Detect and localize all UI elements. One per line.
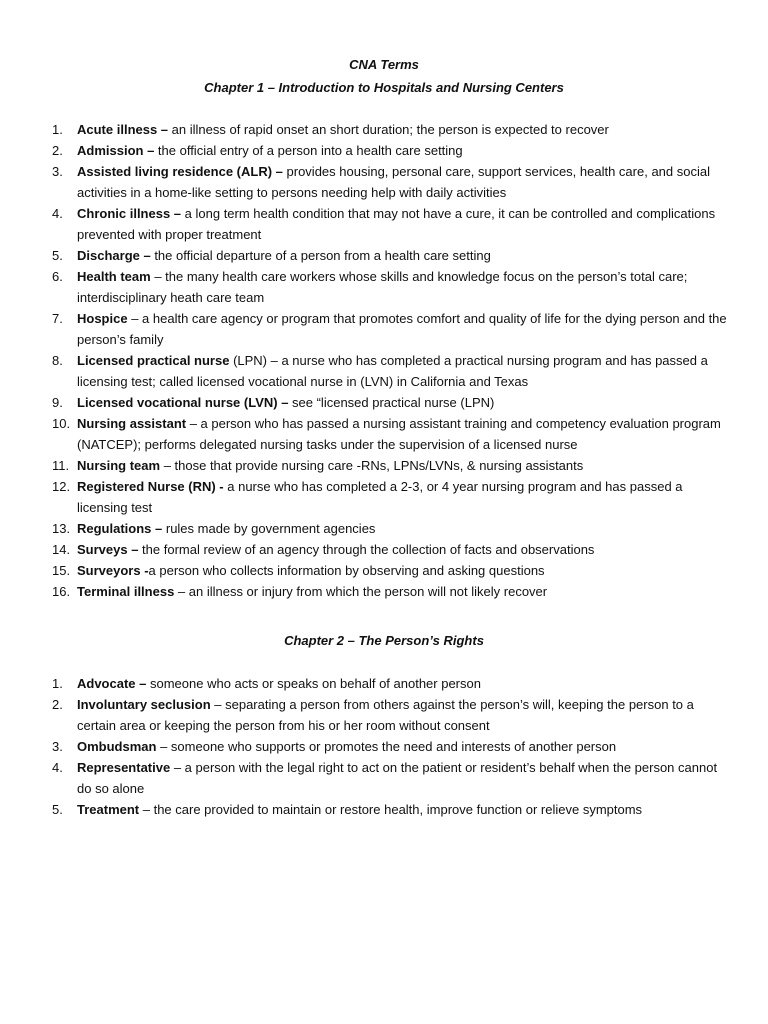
item-number: 6. [52, 269, 63, 284]
item-number: 8. [52, 353, 63, 368]
term: Nursing assistant [77, 416, 187, 431]
item-number: 13. [52, 521, 71, 536]
item-number: 7. [52, 311, 63, 326]
list-item [52, 560, 732, 581]
item-number: 3. [52, 739, 63, 754]
term: Nursing team [77, 458, 161, 473]
item-number: 15. [52, 563, 71, 578]
term: Terminal illness [77, 584, 175, 599]
term: Treatment [77, 802, 140, 817]
definition: – a person who has passed a nursing assistant training and competency evaluation program (NATCEP); performs delegated nursing tasks under the supervision of a licensed nurse [77, 416, 721, 452]
term: Chronic illness – [77, 206, 182, 221]
item-number: 1. [52, 122, 63, 137]
item-number: 5. [52, 248, 63, 263]
item-number: 12. [52, 479, 71, 494]
definition: the official departure of a person from a health care setting [150, 248, 491, 263]
list-item [52, 245, 732, 266]
term: Hospice [77, 311, 128, 326]
definition: – the many health care workers whose skills and knowledge focus on the person’s total care; interdisciplinary heath care team [77, 269, 688, 305]
term: Regulations – [77, 521, 163, 536]
list-item [52, 694, 732, 736]
list-item [52, 539, 732, 560]
definition: an illness of rapid onset an short duration; the person is expected to recover [168, 122, 609, 137]
item-number: 5. [52, 802, 63, 817]
definition: – a health care agency or program that promotes comfort and quality of life for the dying person and the person’s family [77, 311, 727, 347]
chapter-1-heading: Chapter 1 – Introduction to Hospitals and Nursing Centers [204, 80, 564, 95]
chapter-2-heading: Chapter 2 – The Person’s Rights [284, 633, 484, 648]
definition: the official entry of a person into a health care setting [154, 143, 463, 158]
term: Licensed practical nurse [77, 353, 230, 368]
list-item [52, 308, 732, 350]
definition: provides housing, personal care, support services, health care, and social activities in a home-like setting to persons needing help with daily activities [77, 164, 710, 200]
item-number: 2. [52, 697, 63, 712]
chapter-1-term-list [52, 119, 732, 602]
definition: (LPN) – a nurse who has completed a practical nursing program and has passed a licensing test; called licensed vocational nurse in (LVN) in California and Texas [77, 353, 708, 389]
term: Ombudsman [77, 739, 157, 754]
definition: – someone who supports or promotes the need and interests of another person [156, 739, 617, 754]
item-number: 16. [52, 584, 71, 599]
list-item [52, 413, 732, 455]
definition: rules made by government agencies [162, 521, 376, 536]
item-number: 4. [52, 206, 63, 221]
list-item [52, 673, 732, 694]
term: Admission – [77, 143, 155, 158]
item-number: 4. [52, 760, 63, 775]
definition: someone who acts or speaks on behalf of another person [146, 676, 481, 691]
definition: a person who collects information by observing and asking questions [148, 563, 545, 578]
list-item [52, 266, 732, 308]
item-number: 3. [52, 164, 63, 179]
term: Licensed vocational nurse (LVN) – [77, 395, 289, 410]
term: Advocate – [77, 676, 147, 691]
term: Surveyors - [77, 563, 149, 578]
term: Assisted living residence (ALR) – [77, 164, 283, 179]
list-item [52, 518, 732, 539]
definition: see “licensed practical nurse (LPN) [288, 395, 495, 410]
definition: – those that provide nursing care -RNs, LPNs/LVNs, & nursing assistants [160, 458, 584, 473]
chapter-2-term-list [52, 673, 732, 820]
term: Acute illness – [77, 122, 169, 137]
definition: a nurse who has completed a 2-3, or 4 year nursing program and has passed a licensing test [77, 479, 683, 515]
item-number: 14. [52, 542, 71, 557]
list-item [52, 203, 732, 245]
term: Involuntary seclusion [77, 697, 211, 712]
term: Surveys – [77, 542, 139, 557]
list-item [52, 757, 732, 799]
item-number: 9. [52, 395, 63, 410]
definition: – the care provided to maintain or restore health, improve function or relieve symptoms [139, 802, 643, 817]
list-item [52, 350, 732, 392]
item-number: 1. [52, 676, 63, 691]
item-number: 11. [52, 458, 70, 473]
item-number: 10. [52, 416, 71, 431]
term: Representative [77, 760, 171, 775]
list-item [52, 140, 732, 161]
list-item [52, 736, 732, 757]
list-item [52, 799, 732, 820]
term: Discharge – [77, 248, 151, 263]
document-title: CNA Terms [349, 57, 419, 72]
list-item [52, 455, 732, 476]
list-item [52, 119, 732, 140]
definition: – separating a person from others against the person’s will, keeping the person to a certain area or keeping the person from his or her room without consent [77, 697, 694, 733]
definition: – a person with the legal right to act on the patient or resident’s behalf when the person cannot do so alone [77, 760, 718, 796]
definition: – an illness or injury from which the person will not likely recover [174, 584, 548, 599]
definition: a long term health condition that may not have a cure, it can be controlled and complications prevented with proper treatment [77, 206, 716, 242]
list-item [52, 581, 732, 602]
list-item [52, 392, 732, 413]
term: Registered Nurse (RN) - [77, 479, 224, 494]
definition: the formal review of an agency through the collection of facts and observations [138, 542, 595, 557]
list-item [52, 161, 732, 203]
item-number: 2. [52, 143, 63, 158]
list-item [52, 476, 732, 518]
term: Health team [77, 269, 151, 284]
